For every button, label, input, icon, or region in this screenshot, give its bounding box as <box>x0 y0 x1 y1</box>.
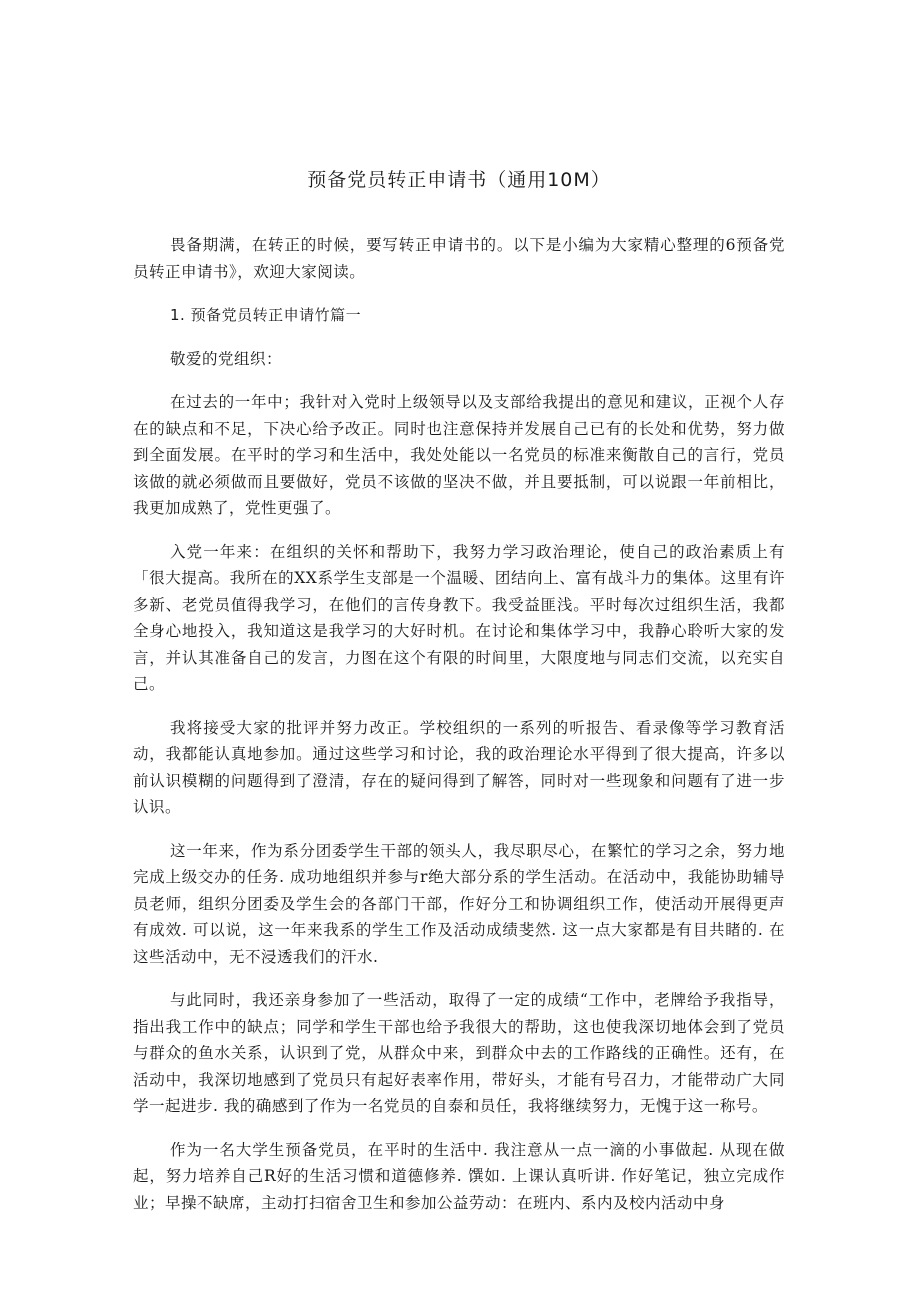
section-heading: 1. 预备党员转正申请竹篇一 <box>170 306 362 324</box>
document-body <box>133 232 785 1233</box>
paragraph: 入党一年来：在组织的关怀和帮助下，我努力学习政治理论，使自己的政治素质上有「很大提高。我所在的XX系学生支部是一个温暖、团结向上、富有战斗力的集体。这里有许多新、老党员值得我学习，在他们的言传身教下。我受益匪浅。平时每次过组织生活，我都全身心地投入，我知道这是我学习的大好时机。在讨论和集体学习中，我静心聆听大家的发言，并认其准备自己的发言，力图在这个有限的时间里，大限度地与同志们交流，以充实自己。 <box>133 542 785 693</box>
paragraph: 这一年来，作为系分团委学生干部的领头人，我尽职尽心，在繁忙的学习之余，努力地完成上级交办的任务. 成功地组织并参与r绝大部分系的学生活动。在活动中，我能协助辅导员老师，组织分团委及学生会的各部门干部，作好分工和协调组织工作，使活动开展得更声有成效. 可以说，这一年来我系的学生工作及活动成绩斐然. 这一点大家都是有目共睹的. 在这些活动中，无不浸透我们的汗水. <box>133 841 785 966</box>
paragraph-intro: 畏备期满，在转正的时候，要写转正申请书的。以下是小编为大家精心整理的6预备党员转正申请书》，欢迎大家阅读。 <box>133 236 785 281</box>
paragraph: 与此同时，我还亲身参加了一些活动，取得了一定的成绩“工作中，老牌给予我指导，指出我工作中的缺点；同学和学生干部也给予我很大的帮助，这也使我深切地体会到了党员与群众的鱼水关系，认识到了党，从群众中来，到群众中去的工作路线的正确性。还有，在活动中，我深切地感到了党员只有起好表率作用，带好头，才能有号召力，才能带动广大同学一起进步. 我的确感到了作为一名党员的自泰和员任，我将继续努力，无愧于这一称号。 <box>133 991 785 1115</box>
paragraph: 在过去的一年中；我针对入党时上级领导以及支部给我提出的意见和建议，正视个人存在的缺点和不足，下决心给予改正。同时也注意保持并发展自己已有的长处和优势，努力做到全面发展。在平时的学习和生活中，我处处能以一名党员的标准来衡散自己的言行，党员该做的就必须做而且要做好，党员不该做的坚决不做，并且要抵制，可以说跟一年前相比，我更加成熟了，党性更强了。 <box>133 393 785 517</box>
document-title: 预备党员转正申请书（通用10M） <box>307 169 611 191</box>
paragraph: 我将接受大家的批评并努力改正。学校组织的一系列的听报告、看录像等学习教育活动，我都能认真地参加。通过这些学习和讨论，我的政治理论水平得到了很大提高，许多以前认识模糊的问题得到了澄清，存在的疑问得到了解答，同时对一些现象和问题有了进一步认识。 <box>133 718 785 816</box>
paragraph: 作为一名大学生预备党员，在平时的生活中. 我注意从一点一滴的小事做起. 从现在做起，努力培养自己R好的生活习惯和道德修养. 馔如. 上课认真听讲. 作好笔记，独立完成作业；早操不缺席，主动打扫宿舍卫生和参加公益劳动：在班内、系内及校内活动中身 <box>133 1140 785 1212</box>
salutation: 敬爱的党组织： <box>170 349 283 368</box>
